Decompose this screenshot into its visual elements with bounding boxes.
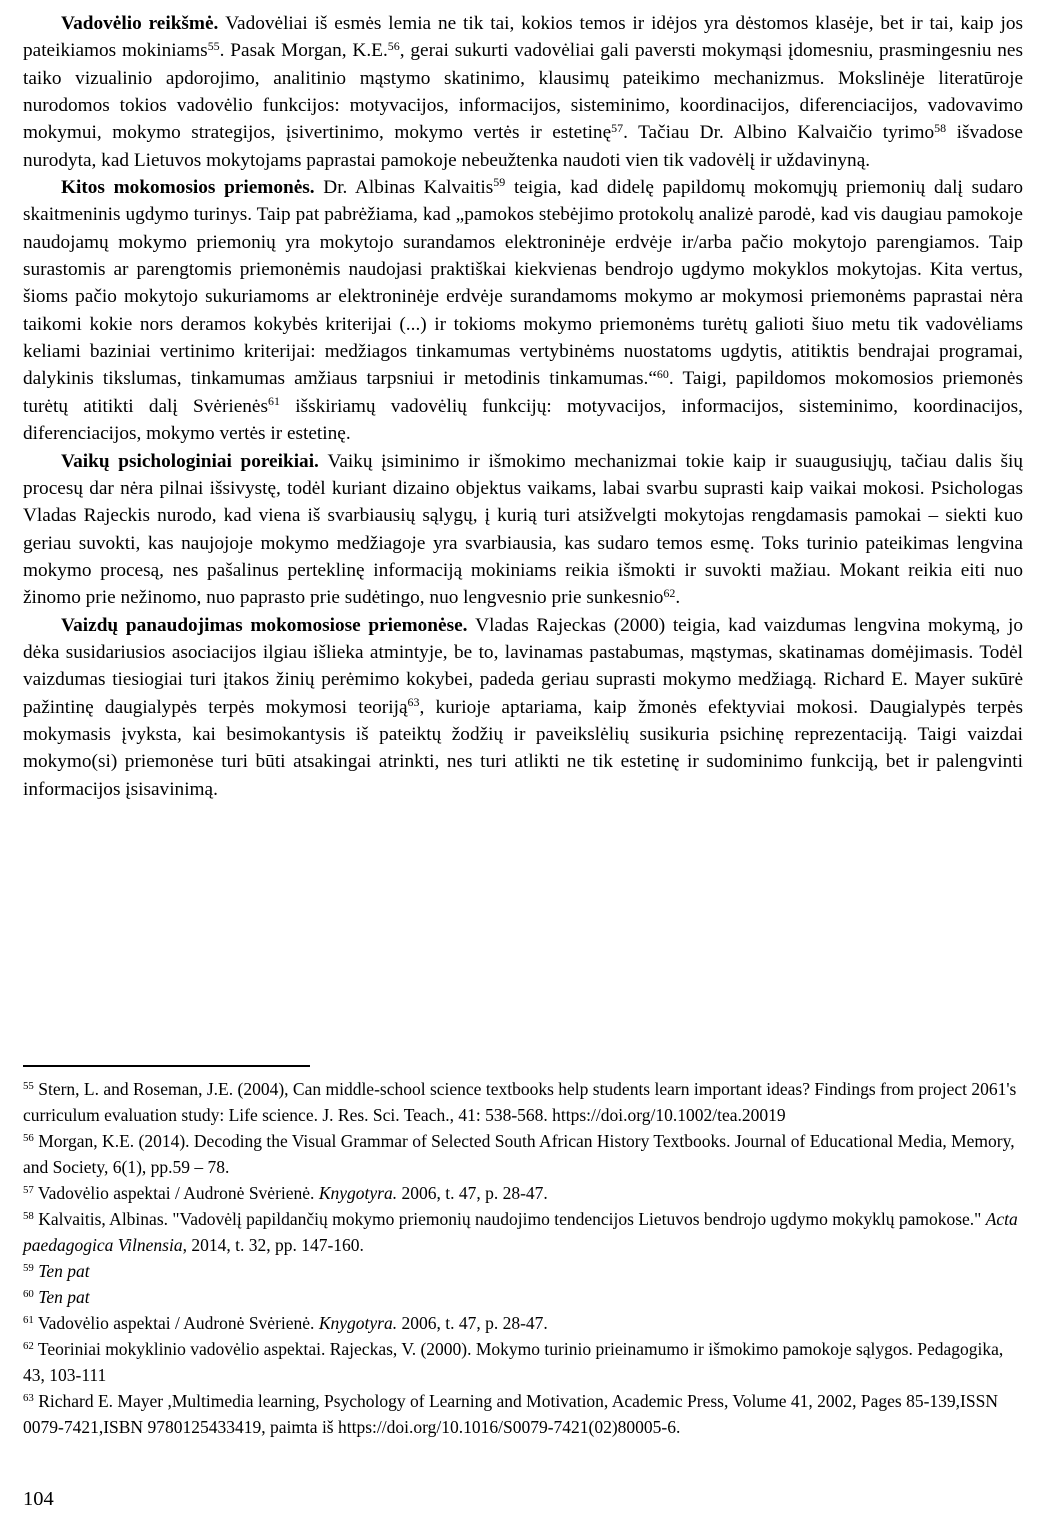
- text-run: Vadovėliai iš esmės lemia ne tik tai, kokios temos ir idėjos yra dėstomos klasėje, bet ir tai, kaip jos pateikiamos mokiniams: [23, 13, 1024, 62]
- text-run: Morgan, K.E. (2014). Decoding the Visual Grammar of Selected South African History Textbooks. Journal of Educational Media, Memory, and Society, 6(1), pp.59 – 78.: [23, 1131, 1015, 1177]
- text-run: 2006, t. 47, p. 28-47.: [397, 1183, 548, 1203]
- text-run: Vadovėlio aspektai / Audronė Svėrienė.: [37, 1313, 319, 1333]
- text-run: Vaizdų panaudojimas mokomosiose priemonėse.: [61, 614, 476, 636]
- text-run: Vadovėlio reikšmė.: [61, 13, 226, 34]
- footnotes-section: [23, 1076, 1023, 1440]
- footnote-reference: 62: [663, 585, 676, 600]
- footnote-number: 58: [23, 1210, 34, 1223]
- footnote-number: 55: [23, 1080, 34, 1093]
- text-run: Dr. Albinas Kalvaitis: [323, 177, 494, 199]
- footnote-number: 60: [23, 1288, 34, 1301]
- footnote-reference: 55: [207, 38, 220, 53]
- body-paragraph: [23, 10, 1023, 174]
- text-run: Vaikų psichologiniai poreikiai.: [61, 450, 328, 472]
- footnote-item: [23, 1284, 1023, 1310]
- footnote-item: [23, 1336, 1023, 1388]
- footnote-number: 62: [23, 1340, 34, 1353]
- footnote-reference: 61: [267, 394, 280, 409]
- footnote-item: [23, 1388, 1023, 1440]
- text-run: Vadovėlio aspektai / Audronė Svėrienė.: [37, 1183, 319, 1203]
- footnote-reference: 58: [934, 120, 947, 135]
- text-run: Kalvaitis, Albinas. "Vadovėlį papildančių mokymo priemonių naudojimo tendencijos Lietuvos bendrojo ugdymo mokyklų pamokose.": [38, 1209, 986, 1229]
- footnote-number: 57: [23, 1184, 34, 1197]
- footnote-number: 56: [23, 1132, 34, 1145]
- body-paragraph: [23, 448, 1023, 612]
- footnote-reference: 59: [493, 175, 506, 190]
- body-paragraph: [23, 612, 1023, 803]
- text-run: išskiriamų vadovėlių funkcijų: motyvacijos, informacijos, sisteminimo, koordinacijos, diferenciacijos, mokymo vertės ir estetinę.: [23, 395, 1023, 445]
- text-run: Teoriniai mokyklinio vadovėlio aspektai. Rajeckas, V. (2000). Mokymo turinio prieinamumo ir išmokimo pamokoje sąlygos. Pedagogika, 43, 103-111: [23, 1339, 1004, 1385]
- text-run: . Pasak Morgan, K.E.: [219, 40, 388, 62]
- text-run: . Tačiau Dr. Albino Kalvaičio tyrimo: [623, 122, 935, 144]
- footnote-item: [23, 1076, 1023, 1128]
- footnote-reference: 63: [407, 695, 420, 710]
- text-run: Richard E. Mayer ,Multimedia learning, Psychology of Learning and Motivation, Academic Press, Volume 41, 2002, Pages 85-139,ISSN 0079-7421,ISBN 9780125433419, paimta iš https://doi.org/10.1016/S0079-7421(02)80005-6.: [23, 1391, 998, 1437]
- footnote-reference: 60: [656, 366, 669, 381]
- text-run: , 2014, t. 32, pp. 147-160.: [182, 1235, 364, 1255]
- text-run: teigia, kad didelę papildomų mokomųjų priemonių dalį sudaro skaitmeninis ugdymo turinys. Taip pat pabrėžiama, kad „pamokos stebėjimo protokolų analizė parodė, kad vis daugiau pamokoje naudojamų mokymo priemonių yra mokytojo surandamos elektroninėje erdvėje ir/arba pačio mokytojo parengiamos. Taip surastomis ar parengtomis priemonėmis naudojasi praktiškai kiekvienas bendrojo ugdymo mokyklos mokytojas. Kita vertus, šioms pačio mokytojo sukuriamoms ar elektroninėje erdvėje surandamoms mokymo ar mokymosi priemonėms paprastai nėra taikomi kokie nors deramos kokybės kriterijai (...) ir tokioms mokymo priemonėms turėtų galioti šiuo metu tik vadovėliams keliami baziniai vertinimo kriterijai: medžiagos tinkamumas vertybinėms nuostatoms ugdytis, atitiktis bendrajai programai, dalykinis tikslumas, tinkamumas amžiaus tarpsniui ir metodinis tinkamumas.“: [23, 177, 1023, 390]
- footnote-item: [23, 1128, 1023, 1180]
- text-run: Acta paedagogica Vilnensia: [23, 1209, 1018, 1255]
- text-run: Knygotyra.: [318, 1183, 398, 1203]
- footnote-item: [23, 1258, 1023, 1284]
- text-run: .: [675, 587, 681, 609]
- body-paragraph: [23, 174, 1023, 447]
- text-run: , gerai sukurti vadovėliai gali paversti mokymąsi įdomesniu, prasmingesniu nes taiko vizualinio apdorojimo, analitinio mąstymo skatinimo, klausimų pateikimo mechanizmus. Mokslinėje literatūroje nurodomos tokios vadovėlio funkcijos: motyvacijos, informacijos, sisteminimo, koordinacijos, diferenciacijos, vadovavimo mokymui, mokymo strategijos, įsivertinimo, mokymo vertės ir estetinę: [23, 40, 1023, 144]
- footnote-number: 59: [23, 1262, 34, 1275]
- body-text: [23, 10, 1023, 803]
- footnote-separator: [23, 1065, 310, 1067]
- footnote-number: 61: [23, 1314, 34, 1327]
- text-run: 2006, t. 47, p. 28-47.: [397, 1313, 548, 1333]
- text-run: . Taigi, papildomos mokomosios priemonės turėtų atitikti dalį Svėrienės: [23, 368, 1023, 417]
- footnote-reference: 57: [611, 120, 624, 135]
- text-run: Knygotyra.: [318, 1313, 398, 1333]
- text-run: , kurioje aptariama, kaip žmonės efektyviai mokosi. Daugialypės terpės mokymasis įvyksta, kai besimokantysis iš pateiktų žodžių ir paveikslėlių susikuria psichinę reprezentaciją. Taigi vaizdai mokymo(si) priemonėse turi būti atsakingai atrinkti, nes turi atlikti ne tik estetinę ir sudominimo funkciją, bet ir palengvinti informacijos įsisavinimą.: [23, 696, 1023, 800]
- footnote-reference: 56: [387, 38, 400, 53]
- text-run: Stern, L. and Roseman, J.E. (2004), Can middle-school science textbooks help students learn important ideas? Findings from project 2061's curriculum evaluation study: Life science. J. Res. Sci. Teach., 41: 538-568. https://doi.org/10.1002/tea.20019: [23, 1079, 1017, 1125]
- footnote-item: [23, 1180, 1023, 1206]
- text-run: Ten pat: [38, 1287, 90, 1307]
- text-run: Ten pat: [38, 1261, 90, 1281]
- text-run: išvadose nurodyta, kad Lietuvos mokytojams paprastai pamokoje nebeužtenka naudoti vien tik vadovėlį ir uždavinyną.: [23, 122, 1023, 171]
- text-run: Vaikų įsiminimo ir išmokimo mechanizmai tokie kaip ir suaugusiųjų, tačiau dalis šių procesų dar nėra pilnai išsivystę, todėl kuriant dizaino objektus vaikams, labai svarbu suprasti kaip vaikai mokosi. Psichologas Vladas Rajeckis nurodo, kad viena iš svarbiausių sąlygų, į kurią turi atsižvelgti mokytojas rengdamasis pamokai – siekti kuo geriau suvokti, kas naujojoje mokymo medžiagoje yra svarbiausia, kas sudaro temos esmę. Toks turinio pateikimas lengvina mokymo procesą, nes pašalinus perteklinę informaciją mokiniams reikia išmokti ir suvokti mažiau. Mokant reikia eiti nuo žinomo prie nežinomo, nuo paprasto prie sudėtingo, nuo lengvesnio prie sunkesnio: [23, 450, 1023, 609]
- text-run: Vladas Rajeckas (2000) teigia, kad vaizdumas lengvina mokymą, jo dėka susidariusios asociacijos ilgiau išlieka atmintyje, be to, lavinamas pastabumas, mąstymas, skatinamas domėjimasis. Todėl vaizdumas tiesiogiai turi įtakos žinių perėmimo kokybei, padeda geriau suprasti mokymo medžiagą. Richard E. Mayer sukūrė pažintinę daugialypės terpės mokymosi teoriją: [23, 614, 1023, 718]
- footnote-item: [23, 1206, 1023, 1258]
- text-run: Kitos mokomosios priemonės.: [61, 177, 324, 199]
- footnote-item: [23, 1310, 1023, 1336]
- page-number: 104: [23, 1488, 54, 1510]
- footnote-number: 63: [23, 1392, 34, 1405]
